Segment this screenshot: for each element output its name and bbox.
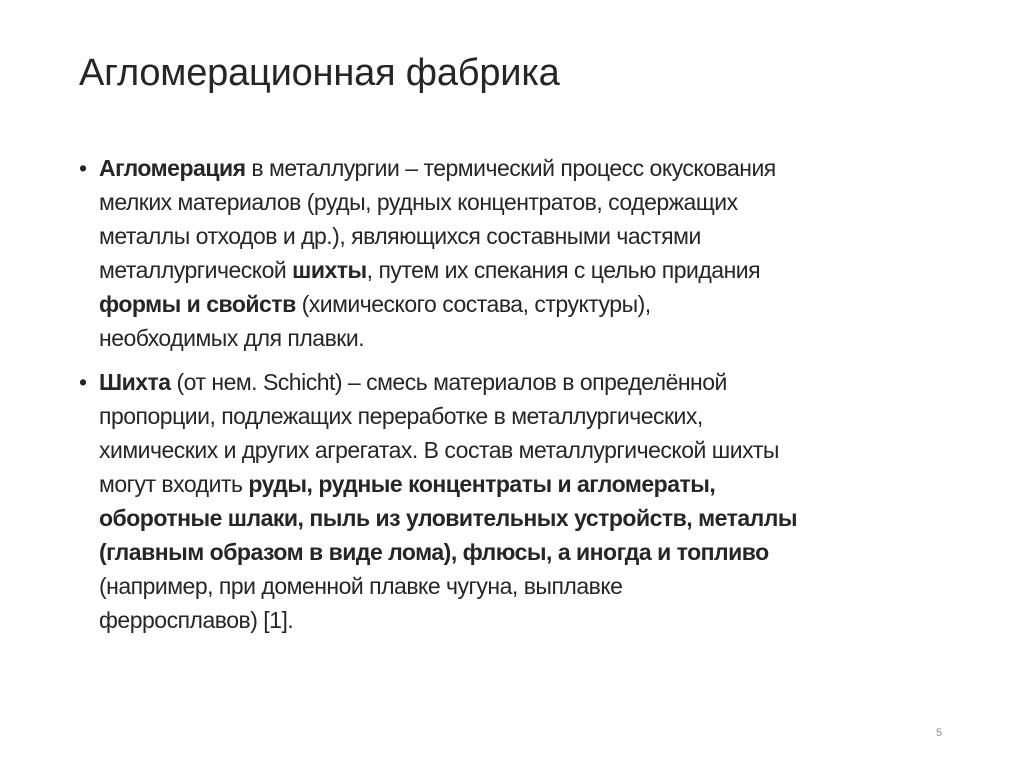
bold-term: оборотные шлаки, пыль из уловительных устройств, металлы <box>99 505 798 531</box>
bullet-marker: • <box>79 369 87 395</box>
text-run: металлургической <box>99 257 293 283</box>
text-run: мелких материалов (руды, рудных концентратов, содержащих <box>99 189 738 215</box>
text-line <box>99 535 959 569</box>
bold-term: руды, рудные концентраты и агломераты, <box>248 471 716 497</box>
text-line <box>99 365 959 399</box>
text-line <box>99 399 959 433</box>
text-run: (химического состава, структуры), <box>295 291 651 317</box>
text-run: в металлургии – термический процесс окускования <box>245 155 776 181</box>
text-line <box>99 501 959 535</box>
bold-term: Агломерация <box>99 155 246 181</box>
text-run: (например, при доменной плавке чугуна, выплавке <box>99 573 623 599</box>
text-line <box>99 219 959 253</box>
text-run: пропорции, подлежащих переработке в металлургических, <box>99 403 703 429</box>
text-line <box>99 151 959 185</box>
bullet-marker: • <box>79 155 87 181</box>
bold-term: шихты <box>292 257 367 283</box>
text-run: металлы отходов и др.), являющихся составными частями <box>99 223 701 249</box>
text-run: (от нем. Schicht) – смесь материалов в определённой <box>170 369 727 395</box>
bold-term: Шихта <box>99 369 171 395</box>
text-run: химических и других агрегатах. В состав металлургической шихты <box>99 437 779 463</box>
slide-title: Агломерационная фабрика <box>79 52 560 94</box>
bullet-agglomeration <box>79 151 959 355</box>
text-run: могут входить <box>99 471 249 497</box>
text-line <box>99 467 959 501</box>
bold-term: (главным образом в виде лома), флюсы, а иногда и топливо <box>99 539 769 565</box>
text-line <box>99 603 959 637</box>
text-line <box>99 287 959 321</box>
text-line <box>99 253 959 287</box>
bullet-charge <box>79 365 959 637</box>
text-line <box>99 185 959 219</box>
text-line <box>99 433 959 467</box>
text-run: необходимых для плавки. <box>99 325 365 351</box>
text-line <box>99 321 959 355</box>
text-run: ферросплавов) [1]. <box>99 607 294 633</box>
text-run: , путем их спекания с целью придания <box>366 257 761 283</box>
bold-term: формы и свойств <box>99 291 296 317</box>
text-line <box>99 569 959 603</box>
slide-content <box>79 151 959 647</box>
page-number: 5 <box>936 727 943 739</box>
